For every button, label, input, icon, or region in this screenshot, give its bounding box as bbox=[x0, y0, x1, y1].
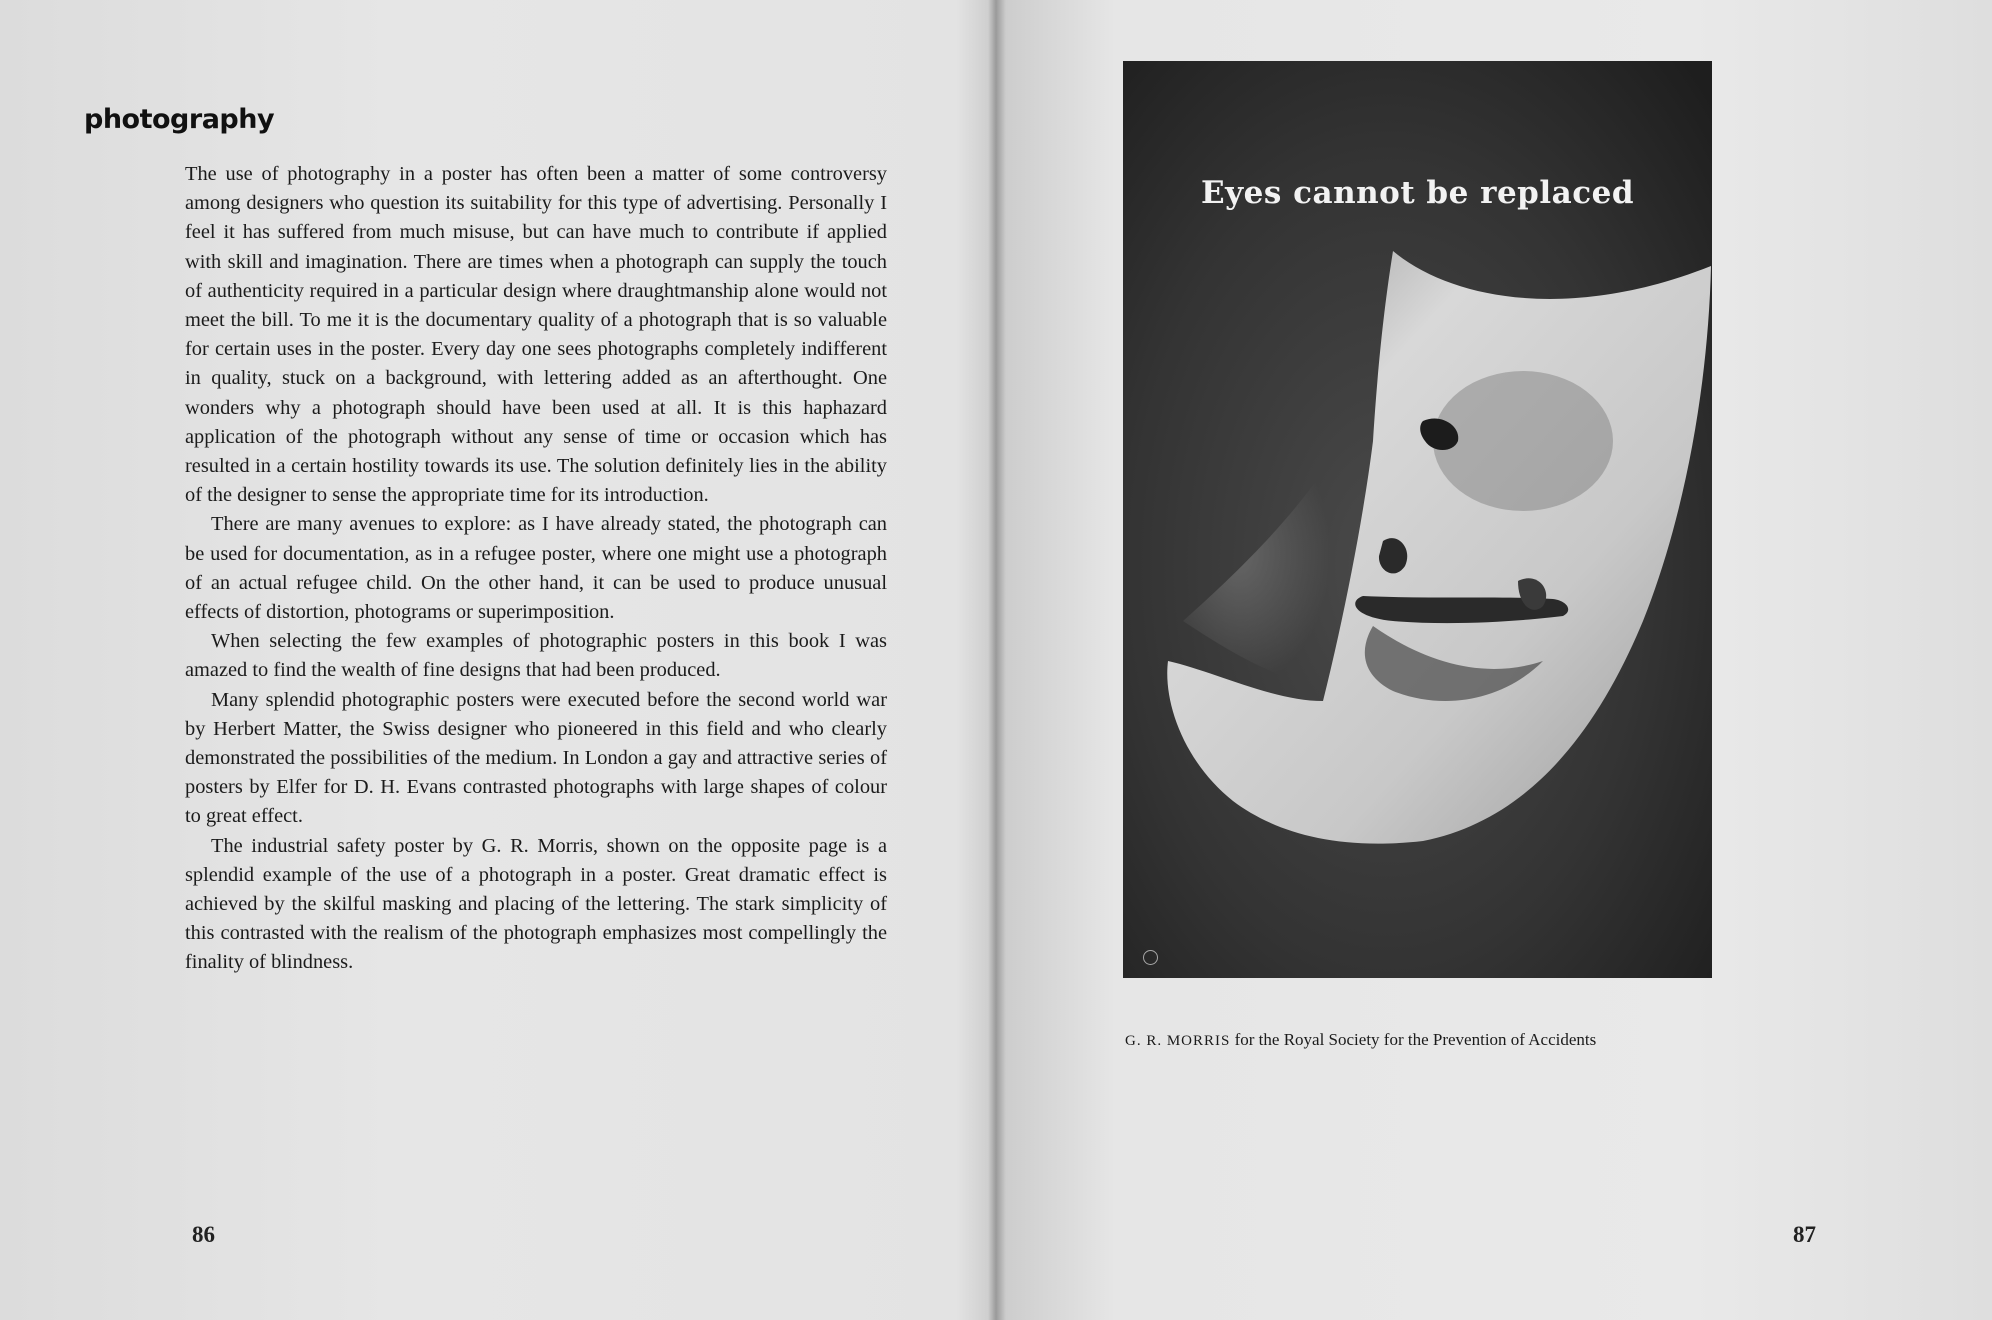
body-text bbox=[185, 160, 887, 978]
paragraph: The use of photography in a poster has often been a matter of some controversy among designers who question its suitability for this type of advertising. Personally I feel it has suffered from much misuse, but can have much to contribute if applied with skill and imagination. There are times when a photograph can supply the touch of authenticity required in a particular design where draughtmanship alone would not meet the bill. To me it is the documentary quality of a photograph that is so valuable for certain uses in the poster. Every day one sees photographs completely indifferent in quality, stuck on a background, with lettering added as an afterthought. One wonders why a photograph should have been used at all. It is this haphazard application of the photograph without any sense of time or occasion which has resulted in a certain hostility towards its use. The solution definitely lies in the ability of the designer to sense the appropriate time for its introduction. bbox=[185, 163, 887, 507]
paragraph: The industrial safety poster by G. R. Morris, shown on the opposite page is a splendid example of the use of a photograph in a poster. Great dramatic effect is achieved by the skilful masking and placing of the lettering. The stark simplicity of this contrasted with the realism of the photograph emphasizes most compellingly the finality of blindness. bbox=[185, 834, 887, 974]
paragraph: There are many avenues to explore: as I have already stated, the photograph can be used for documentation, as in a refugee poster, where one might use a photograph of an actual refugee child. On the other hand, it can be used to produce unusual effects of distortion, photograms or superimposition. bbox=[185, 513, 887, 624]
section-heading: photography bbox=[84, 104, 275, 135]
page-number-left: 86 bbox=[192, 1222, 215, 1247]
figure-caption bbox=[1125, 1030, 1596, 1050]
caption-artist: G. R. MORRIS bbox=[1125, 1033, 1231, 1049]
copyright-icon bbox=[1143, 950, 1158, 965]
paragraph: When selecting the few examples of photographic posters in this book I was amazed to find the wealth of fine designs that had been produced. bbox=[185, 630, 887, 682]
left-page bbox=[0, 0, 995, 1320]
caption-text: for the Royal Society for the Prevention of Accidents bbox=[1234, 1030, 1597, 1049]
poster-headline: Eyes cannot be replaced bbox=[1201, 175, 1634, 211]
poster-image bbox=[1123, 61, 1712, 978]
paragraph: Many splendid photographic posters were executed before the second world war by Herbert Matter, the Swiss designer who pioneered in this field and who clearly demonstrated the possibilities of the medium. In London a gay and attractive series of posters by Elfer for D. H. Evans contrasted photographs with large shapes of colour to great effect. bbox=[185, 688, 887, 828]
page-number-right: 87 bbox=[1793, 1222, 1816, 1247]
right-page bbox=[1001, 0, 1992, 1320]
